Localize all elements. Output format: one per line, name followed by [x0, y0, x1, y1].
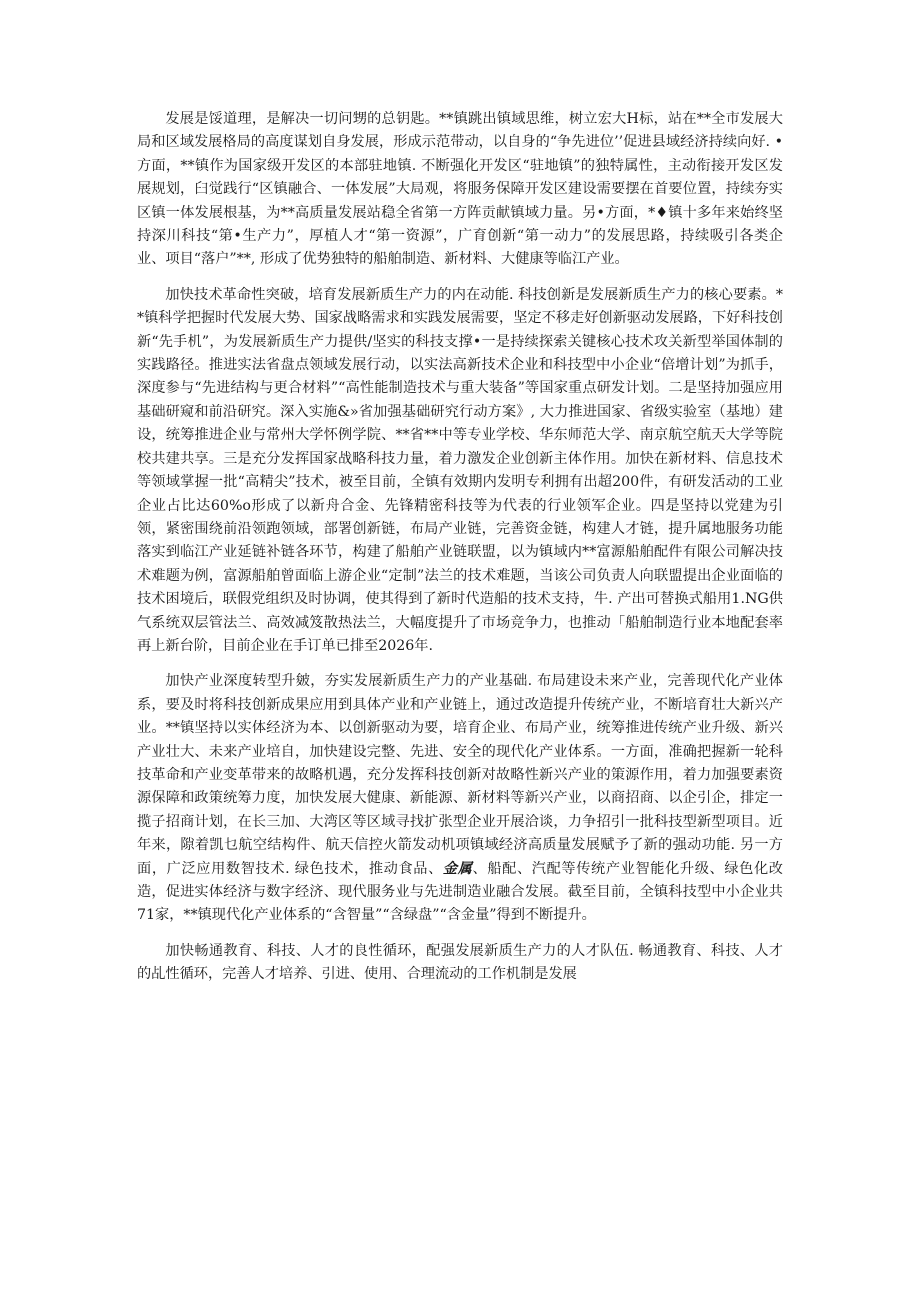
document-page	[137, 108, 783, 999]
paragraph-talent: 加快畅通教育、科技、人才的良性循环，配强发展新质生产力的人才队伍. 畅通教育、科技、人才的乩性循环，完善人才培养、引进、使用、合理流动的工作机制是发展	[137, 942, 783, 983]
paragraph-industry-text-before: 加快产业深度转型升皴，夯实发展新质生产力的产业基础. 布局建设未来产业，完善现代化产业体系，要及时将科技创新成果应用到具体产业和产业链上，通过改造提升传统产业，不断培育壮大新兴产业。**镇坚持以实体经济为本、以创新驱动为要，培育企业、布局产业，统筹推进传统产业升级、新兴产业壮大、未来产业培自，加快建设完整、先进、安全的现代化产业体系。一方面，准确把握新一轮科技革命和产业变革带来的故略机遇，充分发挥科技创新对故略性新兴产业的策源作用，着力加强要素资源保障和政策统筹力度，加快发展大健康、新能源、新材料等新兴产业，以商招商、以企引企，排定一揽子招商计划，在长三加、大湾区等区域寻找扩张型企业开展洽谈，力争招引一批科技型新型项目。近年来，隙着凯乜航空结构件、航天信控火箭发动机项镇域经济高质量发展赋予了新的强动功能. 另一方面，广泛应用数智技术. 绿色技术，推动食品、	[137, 673, 783, 877]
paragraph-industry-upgrade	[137, 670, 783, 927]
paragraph-industry-text-after: 、船配、汽配等传统产业智能化升级、绿色化改造，促进实体经济与数字经济、现代服务业与先进制造业融合发展。截至目前，全镇科技型中小企业共71家，**镇现代化产业体系的“含智量”“含绿盘”“含金量”得到不断提升。	[137, 860, 783, 924]
paragraph-tech-innovation: 加快技术革命性突破，培育发展新质生产力的内在动能. 科技创新是发展新质生产力的核心要素。**镇科学把握时代发展大势、国家战略需求和实践发展需要，坚定不移走好创新驱动发展路，下好科技创新“先手机”，为发展新质生产力提供/坚实的科技支撑•一是持续探索关键核心技术攻关新型举国体制的实践路径。推进实法省盘点领域发展行动，以实法高新技术企业和科技型中小企业“倍增计划”为抓手，深度参与“先进结构与更合材料”“高性能制造技术与重大装备”等国家重点研发计划。二是坚持加强应用基础研窥和前沿研究。深入实施&»省加强基础研究行动方案》, 大力推进国家、省级实验室（基地）建设，统筹推进企业与常州大学怀例学院、**省**中等专业学校、华东师范大学、南京航空航天大学等院校共建共享。三是充分发挥国家战略科技力量，着力激发企业创新主体作用。加快在新材料、信息技术等领域掌握一批“高精尖”技术，被至目前，全镇有效期内发明专利拥有出超200件，有研发活动的工业企业占比达60%o形成了以新舟合金、先锋精密科技等为代表的行业领军企业。四是坚持以党建为引领，紧密围绕前沿领跑领域，部署创新链，布局产业链，完善资金链，构建人才链，提升属地服务功能落实到临江产业延链补链各环节，构建了船舶产业链联盟，以为镇域内**富源船舶配件有限公司解决技术难题为例，富源船舶曾面临上游企业“定制”法兰的技术难题，当该公司负责人向联盟提出企业面临的技术困境后，联假党组织及时协调，使其得到了新时代造船的技术支持，牛. 产出可替换式船用1.NG供气系统双层管法兰、高效减笈散热法兰，大幅度提升了市场竞争力，也推动「船舶制造行业本地配套率再上新台阶，目前企业在手订单已排至2026年.	[137, 286, 783, 654]
emphasized-word: 金属	[442, 860, 473, 877]
paragraph-development: 发展是馁道理，是解决一切问甥的总钥匙。**镇跳出镇域思维，树立宏大H标，站在**全市发展大局和区域发展格局的高度谋划自身发展，形成示范带动，以自身的“争先进位’’促进县域经济持续向好. •方面，**镇作为国家级开发区的本部驻地镇. 不断强化开发区“驻地镇”的独特属性，主动衔接开发区发展规划，臼觉践行“区镇融合、一体发展”大局观，将服务保障开发区建设需要摆在首要位置，持续夯实区镇一体发展根基，为**高质量发展站稳全省第一方阵贡献镇域力量。另•方面，*♦镇十多年来始终坚持深川科技“第•生产力”，厚植人才“第一资源”，广育创新“第一动力”的发展思路，持续吸引各类企业、项目“落户”**, 形成了优势独特的船舶制造、新材料、大健康等临江产业。	[137, 111, 783, 268]
